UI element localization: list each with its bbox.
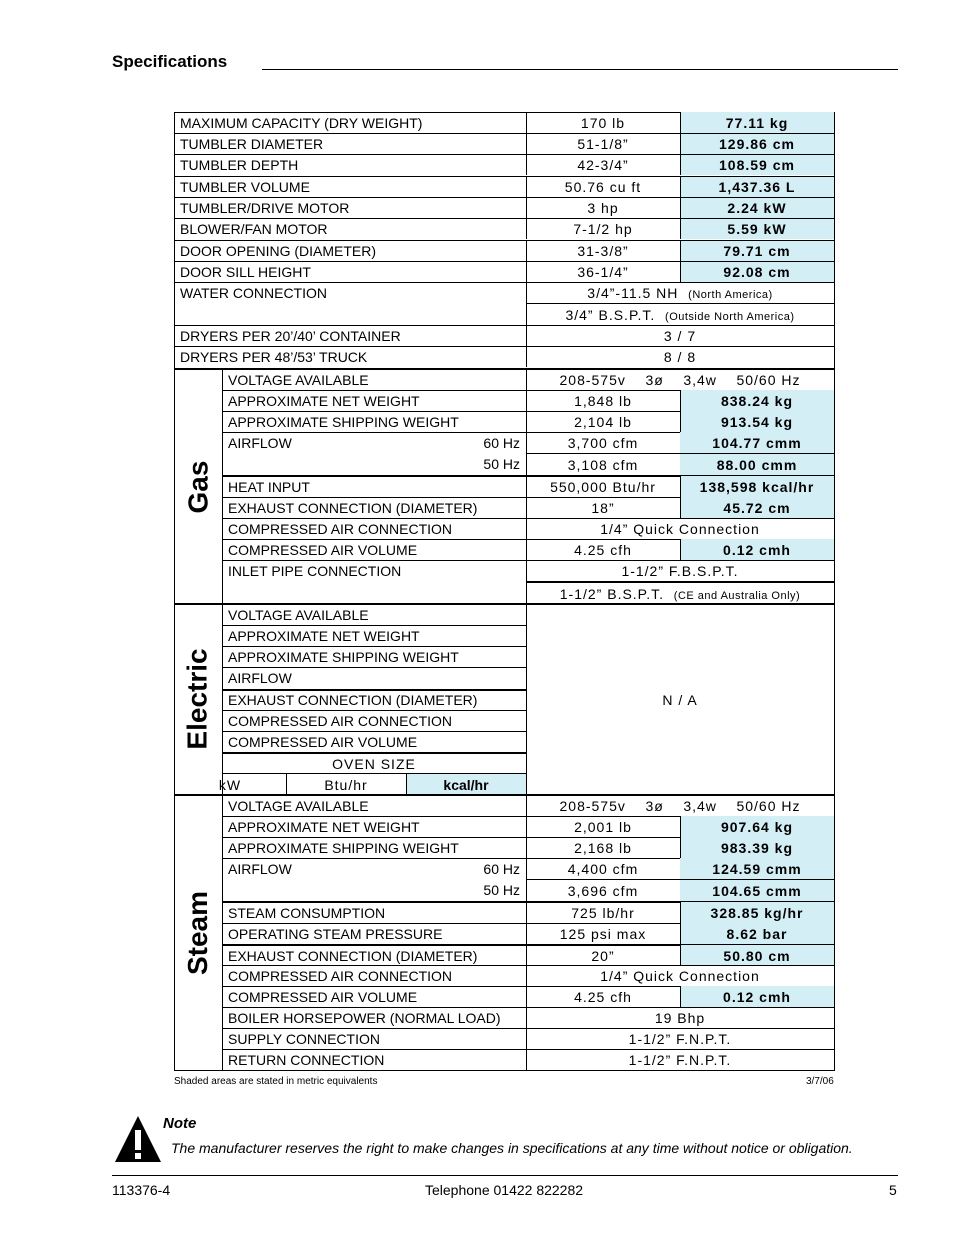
container-dryers-label: DRYERS PER 20’/40’ CONTAINER: [180, 328, 401, 344]
steam-airflow-50hz: 50 Hz: [483, 882, 520, 898]
electric-unit-kw: kW: [218, 777, 242, 793]
metric-footnote: Shaded areas are stated in metric equivalents: [174, 1076, 378, 1087]
electric-unit-btu: Btu/hr: [324, 777, 368, 793]
steam-air-volume-label: COMPRESSED AIR VOLUME: [228, 989, 418, 1005]
gas-ship-weight-imperial: 2,104 lb: [574, 414, 632, 430]
steam-consumption-imperial: 725 lb/hr: [571, 905, 635, 921]
gas-heat-input-label: HEAT INPUT: [228, 479, 310, 495]
column-divider: [526, 1028, 527, 1049]
container-dryers-value: 3 / 7: [663, 328, 697, 344]
column-divider: [680, 923, 681, 944]
steam-exhaust-metric: 50.80 cm: [680, 945, 834, 966]
gas-ship-weight-label: APPROXIMATE SHIPPING WEIGHT: [228, 414, 459, 430]
tumbler-volume-imperial: 50.76 cu ft: [564, 179, 642, 195]
steam-airflow-label: AIRFLOW: [228, 861, 292, 877]
water-na-value: 3/4”-11.5 NH: [587, 285, 679, 301]
steam-pressure-metric: 8.62 bar: [680, 923, 834, 944]
column-divider: [526, 539, 527, 560]
steam-exhaust-label: EXHAUST CONNECTION (DIAMETER): [228, 948, 478, 964]
gas-ship-weight-metric: 913.54 kg: [680, 411, 834, 432]
truck-dryers-label: DRYERS PER 48’/53’ TRUCK: [180, 349, 368, 365]
gas-exhaust-label: EXHAUST CONNECTION (DIAMETER): [228, 500, 478, 516]
column-divider: [526, 497, 527, 518]
tumbler-depth-metric: 108.59 cm: [680, 154, 834, 175]
electric-title: Electric: [182, 648, 214, 750]
column-divider: [526, 133, 527, 154]
electric-label-3: AIRFLOW: [228, 670, 292, 686]
gas-heat-input-imperial: 550,000 Btu/hr: [550, 479, 656, 495]
page-number: 5: [889, 1182, 897, 1198]
column-divider: [680, 240, 681, 261]
steam-ship-weight-metric: 983.39 kg: [680, 837, 834, 858]
electric-label-0: VOLTAGE AVAILABLE: [228, 607, 369, 623]
water-connection-intl: [526, 304, 834, 325]
gas-heat-input-metric: 138,598 kcal/hr: [680, 476, 834, 497]
fan-motor-metric: 5.59 kW: [680, 218, 834, 239]
column-divider: [526, 369, 527, 390]
gas-airflow-50hz: 50 Hz: [483, 456, 520, 472]
max-capacity-imperial: 170 lb: [580, 115, 626, 131]
gas-inlet-bspt: 1-1/2” B.S.P.T.: [559, 586, 664, 602]
gas-inlet-value-2: [526, 583, 834, 604]
column-divider: [286, 773, 287, 794]
column-divider: [526, 240, 527, 261]
gas-title: Gas: [182, 460, 213, 513]
fan-motor-imperial: 7-1/2 hp: [573, 221, 633, 237]
gas-air-volume-imperial: 4.25 cfh: [574, 542, 632, 558]
column-divider: [526, 1049, 527, 1070]
column-divider: [680, 197, 681, 218]
steam-net-weight-imperial: 2,001 lb: [574, 819, 632, 835]
row-divider: [222, 689, 526, 691]
gas-inlet-value-1: 1-1/2” F.B.S.P.T.: [621, 563, 739, 579]
steam-air-volume-imperial: 4.25 cfh: [574, 989, 632, 1005]
electric-label-4: EXHAUST CONNECTION (DIAMETER): [228, 692, 478, 708]
gas-voltage-label: VOLTAGE AVAILABLE: [228, 372, 369, 388]
column-divider: [680, 497, 681, 518]
row-divider: [222, 667, 526, 668]
header-rule: [262, 69, 898, 70]
gas-airflow-imperial-50: 3,108 cfm: [567, 457, 639, 473]
gas-airflow-imperial-60: 3,700 cfm: [567, 435, 639, 451]
page-header: [112, 52, 898, 72]
steam-airflow-metric-50: 104.65 cmm: [680, 880, 834, 901]
electric-label-6: COMPRESSED AIR VOLUME: [228, 734, 418, 750]
column-divider: [526, 1007, 527, 1028]
tumbler-volume-metric: 1,437.36 L: [680, 176, 834, 197]
door-sill-metric: 92.08 cm: [680, 261, 834, 282]
row-divider: [174, 176, 834, 177]
drive-motor-metric: 2.24 kW: [680, 197, 834, 218]
gas-airflow-metric-60: 104.77 cmm: [680, 432, 834, 453]
max-capacity-label: MAXIMUM CAPACITY (DRY WEIGHT): [180, 115, 423, 131]
column-divider: [526, 411, 527, 432]
tumbler-depth-label: TUMBLER DEPTH: [180, 157, 299, 173]
gas-airflow-metric-50: 88.00 cmm: [680, 454, 834, 475]
gas-air-volume-metric: 0.12 cmh: [680, 539, 834, 560]
column-divider: [526, 476, 527, 497]
row-divider: [174, 154, 834, 155]
column-divider: [680, 390, 681, 411]
water-connection-na: [526, 282, 834, 303]
drive-motor-imperial: 3 hp: [587, 200, 619, 216]
gas-net-weight-metric: 838.24 kg: [680, 390, 834, 411]
steam-return-value: 1-1/2” F.N.P.T.: [628, 1052, 732, 1068]
tumbler-diameter-metric: 129.86 cm: [680, 133, 834, 154]
door-opening-metric: 79.71 cm: [680, 240, 834, 261]
gas-air-volume-label: COMPRESSED AIR VOLUME: [228, 542, 418, 558]
electric-section-title: [174, 604, 222, 794]
gas-voltage-value: 208-575v 3ø 3,4w 50/60 Hz: [559, 372, 801, 388]
electric-unit-kcal: kcal/hr: [406, 774, 526, 794]
column-divider: [526, 902, 527, 923]
steam-boiler-label: BOILER HORSEPOWER (NORMAL LOAD): [228, 1010, 501, 1026]
row-divider: [222, 731, 526, 732]
column-divider: [526, 176, 527, 197]
water-na-note: (North America): [688, 289, 773, 301]
row-divider: [174, 261, 834, 262]
steam-air-connection-value: 1/4” Quick Connection: [600, 968, 760, 984]
steam-ship-weight-imperial: 2,168 lb: [574, 840, 632, 856]
tumbler-volume-label: TUMBLER VOLUME: [180, 179, 310, 195]
column-divider: [680, 902, 681, 923]
column-divider: [526, 518, 527, 539]
steam-supply-label: SUPPLY CONNECTION: [228, 1031, 380, 1047]
column-divider: [526, 154, 527, 175]
column-divider: [680, 539, 681, 560]
column-divider: [526, 112, 527, 133]
column-divider: [680, 133, 681, 154]
max-capacity-metric: 77.11 kg: [680, 112, 834, 133]
column-divider: [680, 837, 681, 858]
column-divider: [526, 816, 527, 837]
row-divider: [174, 197, 834, 198]
steam-voltage-value: 208-575v 3ø 3,4w 50/60 Hz: [559, 798, 801, 814]
gas-inlet-note: (CE and Australia Only): [673, 590, 801, 602]
steam-airflow-metric-60: 124.59 cmm: [680, 858, 834, 879]
column-divider: [526, 837, 527, 858]
electric-na: N / A: [662, 692, 698, 708]
gas-net-weight-label: APPROXIMATE NET WEIGHT: [228, 393, 420, 409]
steam-consumption-label: STEAM CONSUMPTION: [228, 905, 386, 921]
column-divider: [680, 476, 681, 497]
steam-pressure-label: OPERATING STEAM PRESSURE: [228, 926, 443, 942]
column-divider: [680, 112, 681, 133]
electric-label-1: APPROXIMATE NET WEIGHT: [228, 628, 420, 644]
column-divider: [526, 965, 527, 986]
column-divider: [526, 945, 527, 966]
water-intl-note: (Outside North America): [665, 311, 795, 323]
column-divider: [526, 390, 527, 411]
steam-boiler-value: 19 Bhp: [654, 1010, 706, 1026]
column-divider: [680, 945, 681, 966]
water-connection-label: WATER CONNECTION: [180, 285, 327, 301]
gas-airflow-60hz: 60 Hz: [483, 435, 520, 451]
gas-air-connection-label: COMPRESSED AIR CONNECTION: [228, 521, 453, 537]
telephone: Telephone 01422 822282: [425, 1182, 584, 1198]
steam-return-label: RETURN CONNECTION: [228, 1052, 385, 1068]
gas-exhaust-imperial: 18”: [591, 500, 615, 516]
document-number: 113376-4: [112, 1182, 171, 1198]
gas-section-title: [174, 369, 222, 604]
steam-consumption-metric: 328.85 kg/hr: [680, 902, 834, 923]
steam-voltage-label: VOLTAGE AVAILABLE: [228, 798, 369, 814]
door-sill-label: DOOR SILL HEIGHT: [180, 264, 311, 280]
column-divider: [526, 261, 527, 282]
steam-airflow-imperial-60: 4,400 cfm: [567, 861, 639, 877]
revision-date: 3/7/06: [806, 1076, 834, 1087]
electric-label-5: COMPRESSED AIR CONNECTION: [228, 713, 453, 729]
note-text: The manufacturer reserves the right to make changes in specifications at any time without notice or obligation.: [171, 1140, 853, 1156]
fan-motor-label: BLOWER/FAN MOTOR: [180, 221, 328, 237]
row-divider: [174, 218, 834, 219]
door-sill-imperial: 36-1/4”: [577, 264, 629, 280]
steam-title: Steam: [182, 890, 214, 975]
steam-airflow-imperial-50: 3,696 cfm: [567, 883, 639, 899]
gas-airflow-label: AIRFLOW: [228, 435, 292, 451]
water-intl-value: 3/4” B.S.P.T.: [565, 307, 656, 323]
steam-net-weight-label: APPROXIMATE NET WEIGHT: [228, 819, 420, 835]
column-divider: [680, 154, 681, 175]
gas-inlet-label: INLET PIPE CONNECTION: [228, 563, 402, 579]
column-divider: [680, 176, 681, 197]
row-divider: [174, 240, 834, 241]
gas-exhaust-metric: 45.72 cm: [680, 497, 834, 518]
door-opening-label: DOOR OPENING (DIAMETER): [180, 243, 377, 259]
column-divider: [406, 773, 407, 794]
column-divider: [526, 197, 527, 218]
page-title: Specifications: [112, 52, 228, 71]
column-divider: [680, 218, 681, 239]
column-divider: [526, 218, 527, 239]
steam-air-volume-metric: 0.12 cmh: [680, 986, 834, 1007]
specifications-table: [174, 112, 835, 1071]
column-divider: [526, 923, 527, 944]
row-divider: [222, 646, 526, 647]
steam-airflow-60hz: 60 Hz: [483, 861, 520, 877]
electric-oven-size: OVEN SIZE: [332, 756, 416, 772]
tumbler-diameter-label: TUMBLER DIAMETER: [180, 136, 324, 152]
tumbler-diameter-imperial: 51-1/8”: [577, 136, 629, 152]
warning-icon: [113, 1114, 163, 1164]
gas-net-weight-imperial: 1,848 lb: [574, 393, 632, 409]
gas-air-connection-value: 1/4” Quick Connection: [600, 521, 760, 537]
steam-ship-weight-label: APPROXIMATE SHIPPING WEIGHT: [228, 840, 459, 856]
electric-label-2: APPROXIMATE SHIPPING WEIGHT: [228, 649, 459, 665]
column-divider: [680, 816, 681, 837]
footer-rule: [112, 1175, 898, 1176]
steam-supply-value: 1-1/2” F.N.P.T.: [628, 1031, 732, 1047]
row-divider: [174, 133, 834, 134]
steam-net-weight-metric: 907.64 kg: [680, 816, 834, 837]
column-divider: [526, 325, 527, 346]
steam-pressure-imperial: 125 psi max: [559, 926, 647, 942]
column-divider: [680, 261, 681, 282]
steam-section-title: [174, 795, 222, 1070]
drive-motor-label: TUMBLER/DRIVE MOTOR: [180, 200, 350, 216]
steam-air-connection-label: COMPRESSED AIR CONNECTION: [228, 968, 453, 984]
door-opening-imperial: 31-3/8”: [577, 243, 629, 259]
column-divider: [680, 411, 681, 432]
column-divider: [526, 795, 527, 816]
column-divider: [526, 346, 527, 367]
column-divider: [680, 986, 681, 1007]
row-divider: [222, 710, 526, 711]
steam-exhaust-imperial: 20”: [591, 948, 615, 964]
tumbler-depth-imperial: 42-3/4”: [577, 157, 629, 173]
note-title: Note: [163, 1115, 197, 1132]
truck-dryers-value: 8 / 8: [663, 349, 697, 365]
column-divider: [526, 986, 527, 1007]
row-divider: [222, 625, 526, 626]
